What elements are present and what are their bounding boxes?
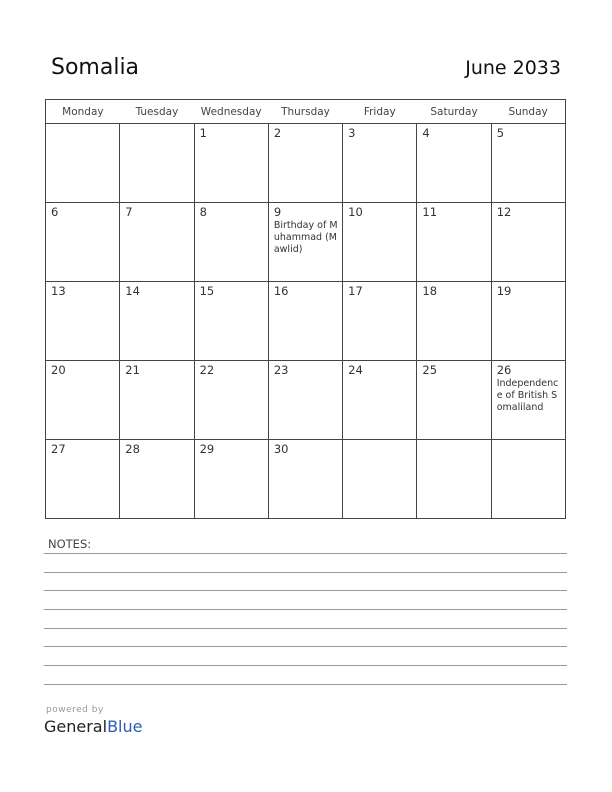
brand-general: General (44, 717, 108, 736)
day-number: 5 (496, 126, 505, 140)
note-line (44, 684, 567, 685)
day-cell (343, 440, 417, 519)
day-cell (491, 440, 565, 519)
day-cell (46, 203, 120, 282)
day-number: 12 (496, 205, 512, 219)
day-cell (491, 124, 565, 203)
day-number: 24 (348, 363, 363, 377)
holiday-label: Birthday of Muhammad (Mawlid) (273, 220, 338, 255)
note-line (44, 590, 567, 591)
day-number: 14 (125, 284, 140, 298)
day-number: 7 (125, 205, 133, 219)
day-cell (343, 124, 417, 203)
month-year-title: June 2033 (465, 57, 561, 79)
day-cell (343, 361, 417, 440)
day-cell (268, 440, 342, 519)
day-number: 30 (273, 442, 289, 456)
day-cell (194, 124, 268, 203)
day-number: 23 (273, 363, 289, 377)
day-cell (491, 282, 565, 361)
day-cell (417, 440, 491, 519)
day-cell (46, 124, 120, 203)
day-cell (120, 203, 194, 282)
day-number: 8 (199, 205, 207, 219)
day-number: 10 (348, 205, 363, 219)
day-cell (417, 124, 491, 203)
day-number: 15 (199, 284, 215, 298)
day-cell (268, 124, 342, 203)
day-cell (120, 440, 194, 519)
day-number: 2 (273, 126, 282, 140)
weekday-header: Tuesday (120, 100, 194, 124)
week-row (46, 282, 566, 361)
day-cell (268, 361, 342, 440)
week-row (46, 124, 566, 203)
day-number: 17 (348, 284, 363, 298)
day-cell (120, 361, 194, 440)
weekday-header: Saturday (417, 100, 491, 124)
day-number: 6 (51, 205, 59, 219)
day-number: 21 (125, 363, 140, 377)
day-cell (343, 203, 417, 282)
day-cell (268, 282, 342, 361)
day-number: 26 (496, 363, 512, 377)
weekday-header: Wednesday (194, 100, 268, 124)
day-number: 28 (125, 442, 140, 456)
week-row (46, 203, 566, 282)
day-number: 25 (422, 363, 438, 377)
day-cell (46, 282, 120, 361)
day-cell (417, 361, 491, 440)
note-line (44, 572, 567, 573)
day-cell (120, 282, 194, 361)
holiday-label: Independence of British Somaliland (496, 378, 559, 413)
day-cell (194, 203, 268, 282)
day-number: 1 (199, 126, 207, 140)
day-cell (417, 282, 491, 361)
day-cell (268, 203, 342, 282)
day-cell (343, 282, 417, 361)
day-number: 27 (51, 442, 66, 456)
note-line (44, 609, 567, 610)
day-number: 3 (348, 126, 356, 140)
note-line (44, 628, 567, 629)
day-number: 22 (199, 363, 215, 377)
day-number: 4 (422, 126, 430, 140)
day-cell (46, 361, 120, 440)
powered-by-text: powered by (46, 705, 104, 715)
day-number: 11 (422, 205, 438, 219)
day-cell (194, 282, 268, 361)
day-number: 18 (422, 284, 438, 298)
day-cell (491, 203, 565, 282)
weekday-header: Sunday (491, 100, 565, 124)
day-cell (417, 203, 491, 282)
day-number: 19 (496, 284, 512, 298)
day-number: 13 (51, 284, 66, 298)
week-row (46, 440, 566, 519)
brand-blue: Blue (107, 717, 143, 736)
day-number: 20 (51, 363, 66, 377)
note-line (44, 665, 567, 666)
calendar-body (46, 124, 566, 519)
weekday-header: Thursday (268, 100, 342, 124)
note-line (44, 553, 567, 554)
day-cell (491, 361, 565, 440)
calendar-grid (45, 99, 566, 519)
weekday-header: Monday (46, 100, 120, 124)
day-number: 16 (273, 284, 289, 298)
weekday-header-row (46, 100, 566, 124)
day-cell (194, 440, 268, 519)
notes-label: NOTES: (48, 537, 92, 551)
day-cell (46, 440, 120, 519)
country-title: Somalia (51, 55, 140, 80)
week-row (46, 361, 566, 440)
day-cell (194, 361, 268, 440)
day-number: 9 (273, 205, 282, 219)
note-line (44, 646, 567, 647)
brand-logo[interactable] (44, 717, 142, 736)
day-cell (120, 124, 194, 203)
weekday-header: Friday (343, 100, 417, 124)
day-number: 29 (199, 442, 215, 456)
